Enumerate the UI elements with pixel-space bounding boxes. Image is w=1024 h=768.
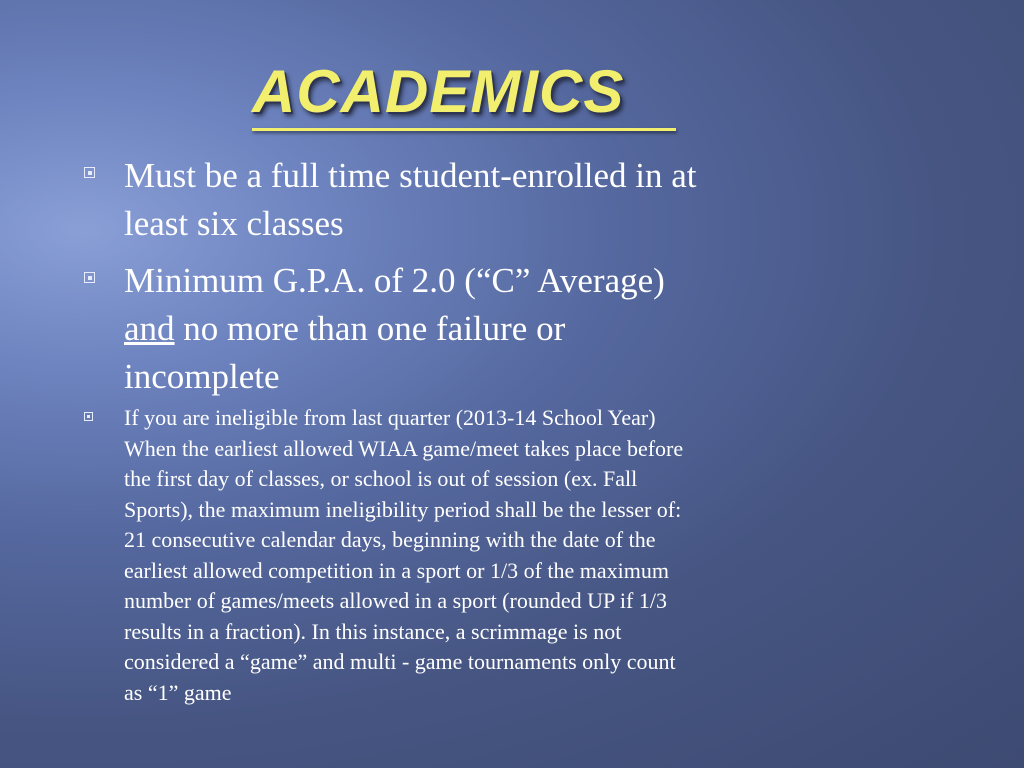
- bullet-text-line: the first day of classes, or school is out of session (ex. Fall: [124, 466, 638, 491]
- bullet-text-line: 21 consecutive calendar days, beginning with the date of the: [124, 527, 656, 552]
- bullet-text-line: as “1” game: [124, 679, 232, 705]
- bullet-text: [124, 152, 864, 248]
- slide-title: ACADEMICS: [252, 58, 625, 125]
- bullet-text-line: considered a “game” and multi - game tournaments only count: [124, 649, 676, 674]
- bullet-text: [124, 257, 864, 401]
- bullet-text-line: Sports), the maximum ineligibility period shall be the lesser of:: [124, 496, 682, 522]
- bullet-text-line: If you are ineligible from last quarter (2013-14 School Year): [124, 405, 656, 430]
- bullet-text-line: least six classes: [124, 204, 344, 243]
- bullet-text-line: When the earliest allowed WIAA game/meet takes place before: [124, 435, 684, 461]
- bullet-text-line: no more than one failure or: [174, 309, 566, 348]
- bullet-text-line: Minimum G.P.A. of 2.0 (“C” Average): [124, 261, 665, 300]
- bullet-text-line: Must be a full time student-enrolled in at: [124, 156, 697, 195]
- underlined-and: and: [124, 309, 175, 348]
- bullet-text-line: results in a fraction). In this instance, a scrimmage is not: [124, 618, 622, 644]
- bullet-square-icon: [84, 167, 95, 178]
- bullet-square-icon: [84, 272, 95, 283]
- bullet-text-line: incomplete: [124, 357, 280, 396]
- bullet-text-line: earliest allowed competition in a sport or 1/3 of the maximum: [124, 557, 669, 583]
- title-underline: [252, 128, 676, 131]
- bullet-text-line: number of games/meets allowed in a sport (rounded UP if 1/3: [124, 588, 667, 613]
- bullet-square-icon: [84, 412, 93, 421]
- bullet-text: [124, 403, 864, 708]
